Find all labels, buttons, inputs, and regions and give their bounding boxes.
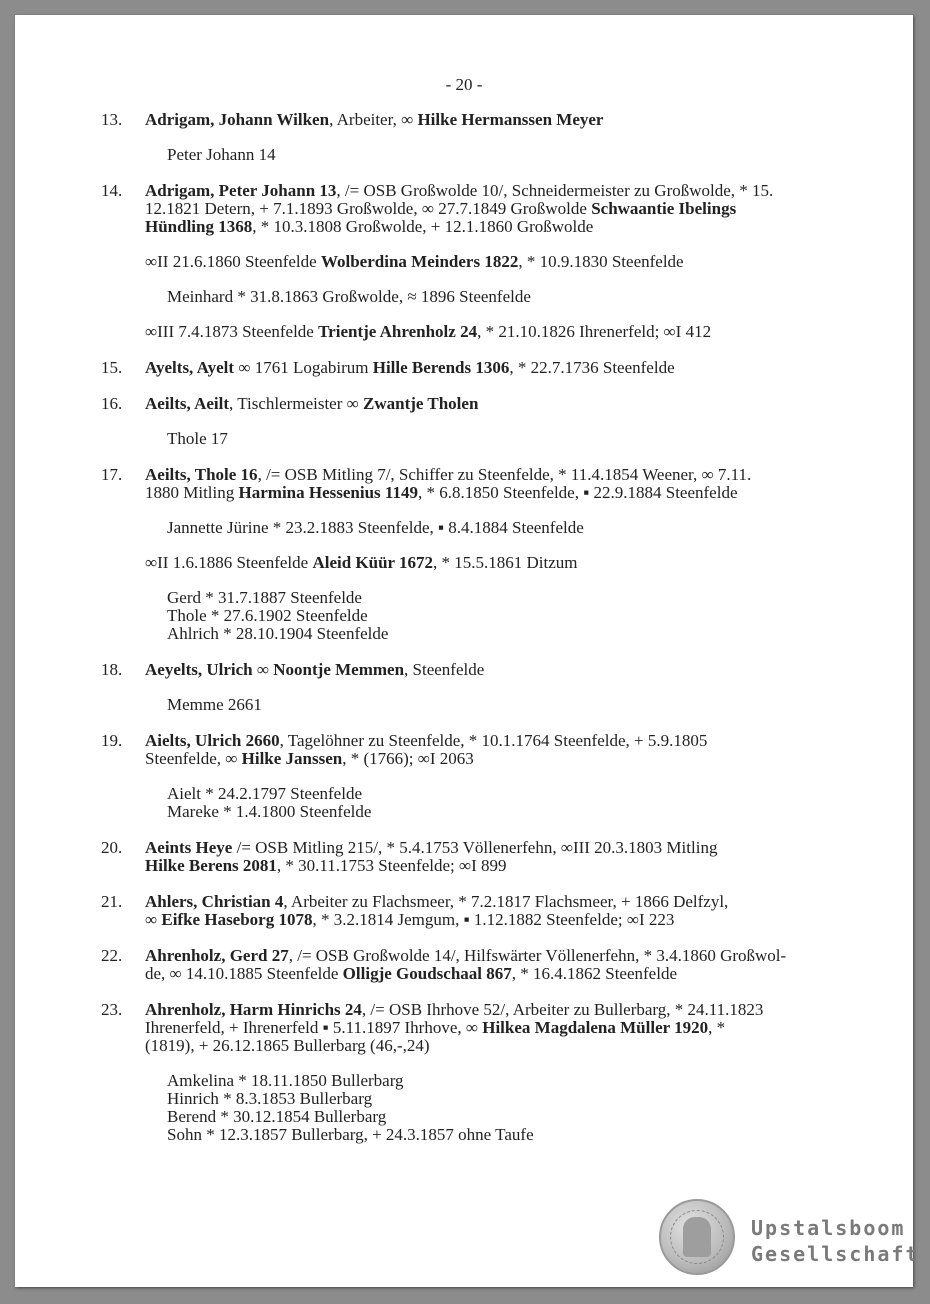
entry-number: 23.: [101, 1000, 123, 1019]
entry-text: Ahrenholz, Gerd 27, /= OSB Großwolde 14/, Hilfswärter Völlenerfehn, * 3.4.1860 Großwol- de, ∞ 14.10.1885 Steenfelde Olligje Goudschaal 867, * 16.4.1862 Steenfelde: [145, 946, 787, 983]
entry-number: 15.: [101, 358, 123, 377]
entry-text: Ahrenholz, Harm Hinrichs 24, /= OSB Ihrhove 52/, Arbeiter zu Bullerbarg, * 24.11.1823 Ihrenerfeld, + Ihrenerfeld ▪ 5.11.1897 Ihrhove, ∞ Hilkea Magdalena Müller 1920, * (1819), + 26.12.1865 Bullerbarg (46,-,24): [145, 1000, 764, 1055]
entry-number: 18.: [101, 660, 123, 679]
seal-icon: [659, 1199, 735, 1275]
children-list: [167, 785, 871, 821]
marriage-line: [145, 554, 871, 572]
child-line: Gerd * 31.7.1887 Steenfelde: [167, 588, 362, 607]
genealogy-entry: [101, 359, 871, 377]
children-list: [167, 146, 871, 164]
logo-line-1: Upstalsboom: [751, 1216, 906, 1240]
children-list: [167, 430, 871, 448]
children-list: [167, 589, 871, 643]
entry-number: 19.: [101, 731, 123, 750]
child-line: Jannette Jürine * 23.2.1883 Steenfelde, ▪ 8.4.1884 Steenfelde: [167, 518, 584, 537]
child-line: Amkelina * 18.11.1850 Bullerbarg: [167, 1071, 404, 1090]
entry-text: Aeints Heye /= OSB Mitling 215/, * 5.4.1753 Völlenerfehn, ∞III 20.3.1803 Mitling Hilke Berens 2081, * 30.11.1753 Steenfelde; ∞I 899: [145, 838, 718, 875]
genealogy-entry: [101, 947, 871, 983]
page-number: - 20 -: [445, 75, 483, 94]
document-page: [15, 15, 920, 1287]
marriage-text: ∞II 21.6.1860 Steenfelde Wolberdina Meinders 1822, * 10.9.1830 Steenfelde: [145, 252, 684, 271]
child-line: Thole * 27.6.1902 Steenfelde: [167, 606, 368, 625]
child-line: Berend * 30.12.1854 Bullerbarg: [167, 1107, 387, 1126]
entry-number: 14.: [101, 181, 123, 200]
genealogy-entry: [101, 661, 871, 714]
entry-number: 20.: [101, 838, 123, 857]
genealogy-entry: [101, 395, 871, 448]
marriage-text: ∞III 7.4.1873 Steenfelde Trientje Ahrenholz 24, * 21.10.1826 Ihrenerfeld; ∞I 412: [145, 322, 712, 341]
genealogy-entry: [101, 182, 871, 341]
children-list: [167, 288, 871, 306]
entry-number: 22.: [101, 946, 123, 965]
genealogy-entry: [101, 466, 871, 643]
child-line: Meinhard * 31.8.1863 Großwolde, ≈ 1896 Steenfelde: [167, 287, 531, 306]
entry-number: 17.: [101, 465, 123, 484]
marriage-line: [145, 253, 871, 271]
logo-line-2: Gesellschaft: [751, 1242, 920, 1266]
children-list: [167, 1072, 871, 1144]
child-line: Ahlrich * 28.10.1904 Steenfelde: [167, 624, 389, 643]
publisher-logo: [751, 1215, 920, 1267]
entry-number: 13.: [101, 110, 123, 129]
child-line: Mareke * 1.4.1800 Steenfelde: [167, 802, 372, 821]
entry-number: 16.: [101, 394, 123, 413]
marriage-text: ∞II 1.6.1886 Steenfelde Aleid Küür 1672, * 15.5.1861 Ditzum: [145, 553, 578, 572]
entry-text: Aeyelts, Ulrich ∞ Noontje Memmen, Steenfelde: [145, 660, 485, 679]
children-list: [167, 696, 871, 714]
entry-number: 21.: [101, 892, 123, 911]
entry-text: Adrigam, Johann Wilken, Arbeiter, ∞ Hilke Hermanssen Meyer: [145, 110, 604, 129]
genealogy-entry: [101, 732, 871, 821]
marriage-line: [145, 323, 871, 341]
entry-list: [101, 111, 871, 1162]
entry-text: Adrigam, Peter Johann 13, /= OSB Großwolde 10/, Schneidermeister zu Großwolde, * 15. 12.1821 Detern, + 7.1.1893 Großwolde, ∞ 27.7.1849 Großwolde Schwaantie Ibelings Hündling 1368, * 10.3.1808 Großwolde, + 12.1.1860 Großwolde: [145, 181, 774, 236]
child-line: Thole 17: [167, 429, 228, 448]
child-line: Sohn * 12.3.1857 Bullerbarg, + 24.3.1857 ohne Taufe: [167, 1125, 534, 1144]
child-line: Aielt * 24.2.1797 Steenfelde: [167, 784, 362, 803]
child-line: Hinrich * 8.3.1853 Bullerbarg: [167, 1089, 373, 1108]
genealogy-entry: [101, 1001, 871, 1144]
child-line: Memme 2661: [167, 695, 262, 714]
entry-text: Ayelts, Ayelt ∞ 1761 Logabirum Hille Berends 1306, * 22.7.1736 Steenfelde: [145, 358, 675, 377]
genealogy-entry: [101, 839, 871, 875]
children-list: [167, 519, 871, 537]
child-line: Peter Johann 14: [167, 145, 276, 164]
entry-text: Aeilts, Aeilt, Tischlermeister ∞ Zwantje Tholen: [145, 394, 479, 413]
genealogy-entry: [101, 893, 871, 929]
entry-text: Aeilts, Thole 16, /= OSB Mitling 7/, Schiffer zu Steenfelde, * 11.4.1854 Weener, ∞ 7.11. 1880 Mitling Harmina Hessenius 1149, * 6.8.1850 Steenfelde, ▪ 22.9.1884 Steenfelde: [145, 465, 752, 502]
entry-text: Ahlers, Christian 4, Arbeiter zu Flachsmeer, * 7.2.1817 Flachsmeer, + 1866 Delfzyl, ∞ Eifke Haseborg 1078, * 3.2.1814 Jemgum, ▪ 1.12.1882 Steenfelde; ∞I 223: [145, 892, 729, 929]
entry-text: Aielts, Ulrich 2660, Tagelöhner zu Steenfelde, * 10.1.1764 Steenfelde, + 5.9.1805 Steenfelde, ∞ Hilke Janssen, * (1766); ∞I 2063: [145, 731, 708, 768]
genealogy-entry: [101, 111, 871, 164]
